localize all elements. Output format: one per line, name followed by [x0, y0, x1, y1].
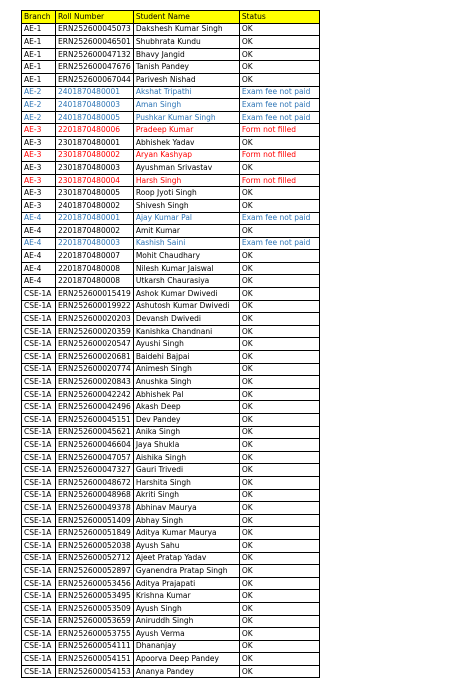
student-name-cell: Dev Pandey — [133, 414, 239, 427]
branch-cell: CSE-1A — [22, 539, 56, 552]
table-row — [22, 86, 320, 99]
roll-number-cell: 2301870480001 — [56, 136, 134, 149]
table-row — [22, 640, 320, 653]
roll-number-cell: ERN252600053659 — [56, 615, 134, 628]
branch-cell: AE-1 — [22, 48, 56, 61]
student-name-cell: Amit Kumar — [133, 225, 239, 238]
branch-cell: AE-3 — [22, 174, 56, 187]
table-row — [22, 552, 320, 565]
student-name-cell: Shubhrata Kundu — [133, 36, 239, 49]
branch-cell: CSE-1A — [22, 590, 56, 603]
branch-cell: AE-1 — [22, 23, 56, 36]
student-name-cell: Aditya Kumar Maurya — [133, 527, 239, 540]
status-cell: Exam fee not paid — [239, 99, 319, 112]
branch-cell: CSE-1A — [22, 628, 56, 641]
roll-number-cell: ERN252600048968 — [56, 489, 134, 502]
branch-cell: CSE-1A — [22, 325, 56, 338]
table-row — [22, 48, 320, 61]
table-row — [22, 199, 320, 212]
branch-cell: CSE-1A — [22, 602, 56, 615]
table-row — [22, 300, 320, 313]
student-name-cell: Pushkar Kumar Singh — [133, 111, 239, 124]
status-cell: OK — [239, 363, 319, 376]
table-row — [22, 351, 320, 364]
roll-number-cell: 2201870480003 — [56, 237, 134, 250]
roll-number-cell: ERN252600052712 — [56, 552, 134, 565]
branch-cell: CSE-1A — [22, 552, 56, 565]
branch-cell: AE-3 — [22, 199, 56, 212]
status-cell: OK — [239, 514, 319, 527]
status-cell: OK — [239, 552, 319, 565]
student-name-cell: Harshita Singh — [133, 476, 239, 489]
roll-number-cell: ERN252600020547 — [56, 338, 134, 351]
status-cell: OK — [239, 439, 319, 452]
table-row — [22, 124, 320, 137]
status-cell: OK — [239, 476, 319, 489]
student-name-cell: Anika Singh — [133, 426, 239, 439]
roll-number-cell: 2201870480001 — [56, 212, 134, 225]
student-name-cell: Abhishek Yadav — [133, 136, 239, 149]
student-name-cell: Ayushi Singh — [133, 338, 239, 351]
student-name-cell: Ayushman Srivastav — [133, 162, 239, 175]
branch-cell: AE-3 — [22, 136, 56, 149]
table-row — [22, 653, 320, 666]
roll-number-cell: ERN252600049378 — [56, 502, 134, 515]
student-name-cell: Ajeet Pratap Yadav — [133, 552, 239, 565]
status-cell: Form not filled — [239, 124, 319, 137]
status-cell: OK — [239, 489, 319, 502]
student-name-cell: Ajay Kumar Pal — [133, 212, 239, 225]
status-cell: Form not filled — [239, 149, 319, 162]
branch-cell: CSE-1A — [22, 640, 56, 653]
status-cell: OK — [239, 250, 319, 263]
status-cell: OK — [239, 338, 319, 351]
branch-cell: CSE-1A — [22, 313, 56, 326]
student-name-cell: Anushka Singh — [133, 376, 239, 389]
status-cell: OK — [239, 665, 319, 678]
table-row — [22, 325, 320, 338]
roll-number-cell: ERN252600054151 — [56, 653, 134, 666]
table-row — [22, 602, 320, 615]
table-row — [22, 388, 320, 401]
roll-number-cell: ERN252600042496 — [56, 401, 134, 414]
roll-number-cell: ERN252600054153 — [56, 665, 134, 678]
branch-cell: AE-4 — [22, 262, 56, 275]
branch-cell: CSE-1A — [22, 527, 56, 540]
table-row — [22, 174, 320, 187]
roll-number-cell: 2401870480001 — [56, 86, 134, 99]
student-name-cell: Bhavy Jangid — [133, 48, 239, 61]
roll-number-cell: ERN252600051849 — [56, 527, 134, 540]
table-row — [22, 502, 320, 515]
student-name-cell: Abhishek Pal — [133, 388, 239, 401]
table-row — [22, 489, 320, 502]
student-name-cell: Akriti Singh — [133, 489, 239, 502]
roll-number-cell: 2301870480005 — [56, 187, 134, 200]
roll-number-cell: ERN252600020203 — [56, 313, 134, 326]
student-name-cell: Aryan Kashyap — [133, 149, 239, 162]
status-cell: OK — [239, 187, 319, 200]
status-cell: OK — [239, 527, 319, 540]
status-cell: OK — [239, 376, 319, 389]
table-row — [22, 73, 320, 86]
table-row — [22, 149, 320, 162]
student-name-cell: Pradeep Kumar — [133, 124, 239, 137]
branch-cell: AE-4 — [22, 212, 56, 225]
table-row — [22, 527, 320, 540]
student-name-cell: Apoorva Deep Pandey — [133, 653, 239, 666]
branch-cell: AE-4 — [22, 237, 56, 250]
status-cell: OK — [239, 225, 319, 238]
header-row — [22, 11, 320, 24]
status-cell: OK — [239, 23, 319, 36]
status-cell: OK — [239, 262, 319, 275]
roll-number-cell: ERN252600046604 — [56, 439, 134, 452]
table-row — [22, 628, 320, 641]
branch-cell: AE-4 — [22, 225, 56, 238]
roll-number-cell: ERN252600052038 — [56, 539, 134, 552]
status-cell: OK — [239, 73, 319, 86]
branch-cell: CSE-1A — [22, 653, 56, 666]
branch-cell: AE-3 — [22, 187, 56, 200]
branch-cell: AE-2 — [22, 111, 56, 124]
branch-cell: CSE-1A — [22, 388, 56, 401]
table-row — [22, 275, 320, 288]
student-name-cell: Harsh Singh — [133, 174, 239, 187]
table-row — [22, 665, 320, 678]
table-row — [22, 565, 320, 578]
branch-cell: CSE-1A — [22, 338, 56, 351]
student-name-cell: Dakshesh Kumar Singh — [133, 23, 239, 36]
branch-cell: AE-1 — [22, 73, 56, 86]
roll-number-cell: ERN252600053755 — [56, 628, 134, 641]
roll-number-cell: 2301870480002 — [56, 149, 134, 162]
table-row — [22, 539, 320, 552]
status-cell: OK — [239, 426, 319, 439]
roll-number-cell: ERN252600020843 — [56, 376, 134, 389]
student-name-cell: Nilesh Kumar Jaiswal — [133, 262, 239, 275]
student-name-cell: Dhananjay — [133, 640, 239, 653]
roll-number-header: Roll Number — [56, 11, 134, 24]
student-name-cell: Roop Jyoti Singh — [133, 187, 239, 200]
status-cell: OK — [239, 653, 319, 666]
student-name-cell: Kashish Saini — [133, 237, 239, 250]
student-name-cell: Tanish Pandey — [133, 61, 239, 74]
status-cell: OK — [239, 36, 319, 49]
branch-cell: AE-2 — [22, 86, 56, 99]
branch-cell: CSE-1A — [22, 426, 56, 439]
roll-number-cell: ERN252600047327 — [56, 464, 134, 477]
status-cell: OK — [239, 539, 319, 552]
branch-cell: CSE-1A — [22, 577, 56, 590]
student-name-cell: Baidehi Bajpai — [133, 351, 239, 364]
status-cell: Exam fee not paid — [239, 237, 319, 250]
branch-cell: AE-3 — [22, 162, 56, 175]
table-row — [22, 439, 320, 452]
status-cell: OK — [239, 590, 319, 603]
table-row — [22, 464, 320, 477]
table-row — [22, 590, 320, 603]
status-cell: OK — [239, 577, 319, 590]
student-name-cell: Ayush Singh — [133, 602, 239, 615]
roll-number-cell: ERN252600047132 — [56, 48, 134, 61]
roll-number-cell: 2401870480005 — [56, 111, 134, 124]
roll-number-cell: ERN252600045073 — [56, 23, 134, 36]
student-name-cell: Shivesh Singh — [133, 199, 239, 212]
status-cell: OK — [239, 502, 319, 515]
student-name-cell: Devansh Dwivedi — [133, 313, 239, 326]
branch-cell: CSE-1A — [22, 414, 56, 427]
status-cell: OK — [239, 48, 319, 61]
roll-number-cell: ERN252600047057 — [56, 451, 134, 464]
table-row — [22, 250, 320, 263]
roll-number-cell: ERN252600019922 — [56, 300, 134, 313]
roll-number-cell: ERN252600048672 — [56, 476, 134, 489]
branch-header: Branch — [22, 11, 56, 24]
branch-cell: CSE-1A — [22, 476, 56, 489]
branch-cell: CSE-1A — [22, 489, 56, 502]
student-name-cell: Akshat Tripathi — [133, 86, 239, 99]
status-cell: OK — [239, 401, 319, 414]
status-cell: OK — [239, 615, 319, 628]
table-row — [22, 99, 320, 112]
roll-number-cell: ERN252600042242 — [56, 388, 134, 401]
branch-cell: CSE-1A — [22, 565, 56, 578]
status-cell: OK — [239, 300, 319, 313]
branch-cell: CSE-1A — [22, 376, 56, 389]
table-row — [22, 476, 320, 489]
table-row — [22, 162, 320, 175]
status-cell: Exam fee not paid — [239, 111, 319, 124]
table-row — [22, 36, 320, 49]
student-name-cell: Ashutosh Kumar Dwivedi — [133, 300, 239, 313]
status-cell: OK — [239, 628, 319, 641]
roll-number-cell: ERN252600053509 — [56, 602, 134, 615]
table-row — [22, 237, 320, 250]
table-body — [22, 23, 320, 678]
branch-cell: AE-1 — [22, 36, 56, 49]
student-name-cell: Mohit Chaudhary — [133, 250, 239, 263]
branch-cell: AE-4 — [22, 275, 56, 288]
status-cell: OK — [239, 199, 319, 212]
status-cell: OK — [239, 61, 319, 74]
status-cell: OK — [239, 136, 319, 149]
status-cell: OK — [239, 464, 319, 477]
student-name-cell: Ayush Sahu — [133, 539, 239, 552]
roll-number-cell: 2201870480002 — [56, 225, 134, 238]
branch-cell: AE-3 — [22, 149, 56, 162]
student-name-cell: Ananya Pandey — [133, 665, 239, 678]
roll-number-cell: ERN252600045621 — [56, 426, 134, 439]
status-cell: OK — [239, 451, 319, 464]
table-row — [22, 414, 320, 427]
status-header: Status — [239, 11, 319, 24]
table-row — [22, 451, 320, 464]
roll-number-cell: ERN252600020359 — [56, 325, 134, 338]
roll-number-cell: ERN252600052897 — [56, 565, 134, 578]
roll-number-cell: ERN252600067044 — [56, 73, 134, 86]
student-name-cell: Akash Deep — [133, 401, 239, 414]
roll-number-cell: 2301870480004 — [56, 174, 134, 187]
roll-number-cell: 2201870480007 — [56, 250, 134, 263]
branch-cell: CSE-1A — [22, 363, 56, 376]
status-cell: OK — [239, 313, 319, 326]
student-name-cell: Aishika Singh — [133, 451, 239, 464]
table-row — [22, 288, 320, 301]
roll-number-cell: 2201870480008 — [56, 275, 134, 288]
table-row — [22, 225, 320, 238]
roll-number-cell: ERN252600020774 — [56, 363, 134, 376]
status-cell: OK — [239, 388, 319, 401]
branch-cell: AE-2 — [22, 99, 56, 112]
roll-number-cell: 2401870480003 — [56, 99, 134, 112]
roll-number-cell: 2301870480003 — [56, 162, 134, 175]
branch-cell: AE-4 — [22, 250, 56, 263]
branch-cell: CSE-1A — [22, 464, 56, 477]
status-cell: OK — [239, 640, 319, 653]
student-name-cell: Kanishka Chandnani — [133, 325, 239, 338]
student-name-cell: Aditya Prajapati — [133, 577, 239, 590]
table-row — [22, 313, 320, 326]
table-row — [22, 187, 320, 200]
status-cell: OK — [239, 351, 319, 364]
student-name-cell: Ashok Kumar Dwivedi — [133, 288, 239, 301]
roll-number-cell: 2201870480006 — [56, 124, 134, 137]
branch-cell: CSE-1A — [22, 439, 56, 452]
roll-number-cell: ERN252600020681 — [56, 351, 134, 364]
student-name-cell: Krishna Kumar — [133, 590, 239, 603]
table-row — [22, 376, 320, 389]
roll-number-cell: ERN252600046501 — [56, 36, 134, 49]
table-row — [22, 615, 320, 628]
roll-number-cell: ERN252600053456 — [56, 577, 134, 590]
roll-number-cell: ERN252600015419 — [56, 288, 134, 301]
branch-cell: CSE-1A — [22, 665, 56, 678]
branch-cell: CSE-1A — [22, 401, 56, 414]
student-name-cell: Aniruddh Singh — [133, 615, 239, 628]
student-name-cell: Utkarsh Chaurasiya — [133, 275, 239, 288]
student-name-cell: Parivesh Nishad — [133, 73, 239, 86]
table-row — [22, 426, 320, 439]
branch-cell: CSE-1A — [22, 514, 56, 527]
roll-number-cell: 2201870480008 — [56, 262, 134, 275]
table-row — [22, 262, 320, 275]
student-name-cell: Jaya Shukla — [133, 439, 239, 452]
status-cell: OK — [239, 275, 319, 288]
table-row — [22, 212, 320, 225]
status-cell: OK — [239, 325, 319, 338]
roll-number-cell: ERN252600051409 — [56, 514, 134, 527]
roll-number-cell: ERN252600045151 — [56, 414, 134, 427]
table-row — [22, 514, 320, 527]
branch-cell: CSE-1A — [22, 288, 56, 301]
table-row — [22, 338, 320, 351]
roll-number-cell: 2401870480002 — [56, 199, 134, 212]
branch-cell: CSE-1A — [22, 502, 56, 515]
student-name-cell: Gyanendra Pratap Singh — [133, 565, 239, 578]
roll-number-cell: ERN252600047676 — [56, 61, 134, 74]
roll-number-cell: ERN252600054111 — [56, 640, 134, 653]
branch-cell: CSE-1A — [22, 615, 56, 628]
branch-cell: CSE-1A — [22, 451, 56, 464]
branch-cell: AE-3 — [22, 124, 56, 137]
branch-cell: AE-1 — [22, 61, 56, 74]
status-cell: OK — [239, 288, 319, 301]
branch-cell: CSE-1A — [22, 300, 56, 313]
student-name-cell: Ayush Verma — [133, 628, 239, 641]
branch-cell: CSE-1A — [22, 351, 56, 364]
table-row — [22, 401, 320, 414]
roll-number-cell: ERN252600053495 — [56, 590, 134, 603]
student-name-cell: Aman Singh — [133, 99, 239, 112]
status-cell: OK — [239, 162, 319, 175]
table-row — [22, 363, 320, 376]
student-name-cell: Gauri Trivedi — [133, 464, 239, 477]
status-cell: Form not filled — [239, 174, 319, 187]
status-cell: OK — [239, 565, 319, 578]
table-row — [22, 111, 320, 124]
table-row — [22, 61, 320, 74]
status-cell: Exam fee not paid — [239, 212, 319, 225]
table-row — [22, 136, 320, 149]
status-cell: OK — [239, 414, 319, 427]
status-cell: Exam fee not paid — [239, 86, 319, 99]
student-name-header: Student Name — [133, 11, 239, 24]
student-name-cell: Abhay Singh — [133, 514, 239, 527]
student-name-cell: Abhinav Maurya — [133, 502, 239, 515]
table-row — [22, 577, 320, 590]
student-name-cell: Animesh Singh — [133, 363, 239, 376]
student-status-table — [21, 10, 320, 678]
status-cell: OK — [239, 602, 319, 615]
table-row — [22, 23, 320, 36]
